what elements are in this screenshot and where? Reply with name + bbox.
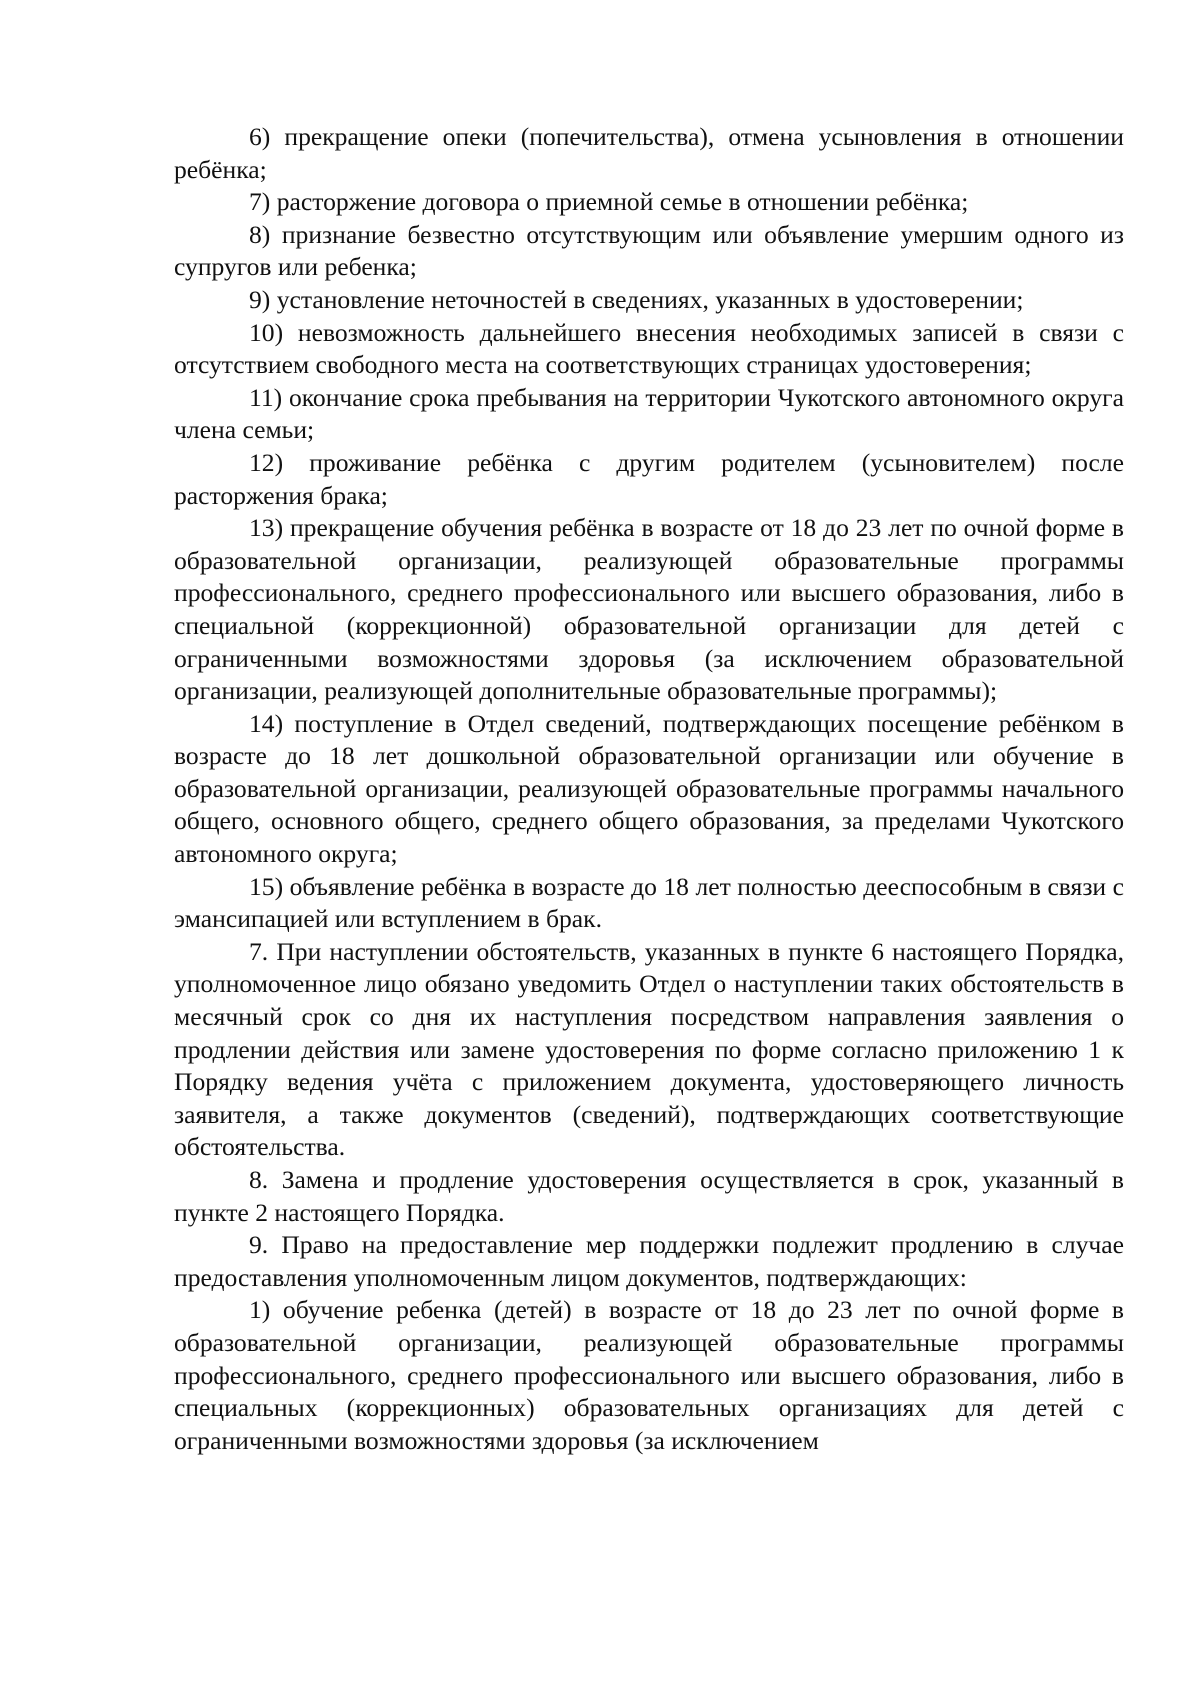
paragraph-item-15: 15) объявление ребёнка в возрасте до 18 лет полностью дееспособным в связи с эмансипацией или вступлением в брак. xyxy=(174,871,1124,934)
document-body xyxy=(174,121,1124,1457)
paragraph-item-13: 13) прекращение обучения ребёнка в возрасте от 18 до 23 лет по очной форме в образовательной организации, реализующей образовательные программы профессионального, среднего профессионального или высшего образования, либо в специальной (коррекционной) образовательной организации для детей с ограниченными возможностями здоровья (за исключением образовательной организации, реализующей дополнительные образовательные программы); xyxy=(174,513,1124,706)
paragraph-clause-8: 8. Замена и продление удостоверения осуществляется в срок, указанный в пункте 2 настоящего Порядка. xyxy=(174,1165,1124,1227)
paragraph-item-8: 8) признание безвестно отсутствующим или объявление умершим одного из супругов или ребенка; xyxy=(174,219,1124,282)
paragraph-clause-7: 7. При наступлении обстоятельств, указанных в пункте 6 настоящего Порядка, уполномоченное лицо обязано уведомить Отдел о наступлении таких обстоятельств в месячный срок со дня их наступления посредством направления заявления о продлении действия или замене удостоверения по форме согласно приложению 1 к Порядку ведения учёта с приложением документа, удостоверяющего личность заявителя, а также документов (сведений), подтверждающих соответствующие обстоятельства. xyxy=(174,936,1124,1162)
paragraph-item-12: 12) проживание ребёнка с другим родителем (усыновителем) после расторжения брака; xyxy=(174,447,1124,510)
paragraph-clause-9: 9. Право на предоставление мер поддержки подлежит продлению в случае предоставления уполномоченным лицом документов, подтверждающих: xyxy=(174,1230,1124,1292)
paragraph-item-14: 14) поступление в Отдел сведений, подтверждающих посещение ребёнком в возрасте до 18 лет дошкольной образовательной организации или обучение в образовательной организации, реализующей образовательные программы начального общего, основного общего, среднего общего образования, за пределами Чукотского автономного округа; xyxy=(174,708,1124,869)
paragraph-item-11: 11) окончание срока пребывания на территории Чукотского автономного округа члена семьи; xyxy=(174,382,1124,445)
paragraph-item-6: 6) прекращение опеки (попечительства), отмена усыновления в отношении ребёнка; xyxy=(174,122,1124,184)
paragraph-item-10: 10) невозможность дальнейшего внесения необходимых записей в связи с отсутствием свободного места на соответствующих страницах удостоверения; xyxy=(174,317,1124,380)
paragraph-item-7: 7) расторжение договора о приемной семье в отношении ребёнка; xyxy=(249,187,969,217)
paragraph-item-9: 9) установление неточностей в сведениях, указанных в удостоверении; xyxy=(249,284,1024,314)
paragraph-clause-9-item-1: 1) обучение ребенка (детей) в возрасте от 18 до 23 лет по очной форме в образовательной организации, реализующей образовательные программы профессионального, среднего профессионального или высшего образования, либо в специальных (коррекционных) образовательных организациях для детей с ограниченными возможностями здоровья (за исключением xyxy=(174,1295,1124,1455)
